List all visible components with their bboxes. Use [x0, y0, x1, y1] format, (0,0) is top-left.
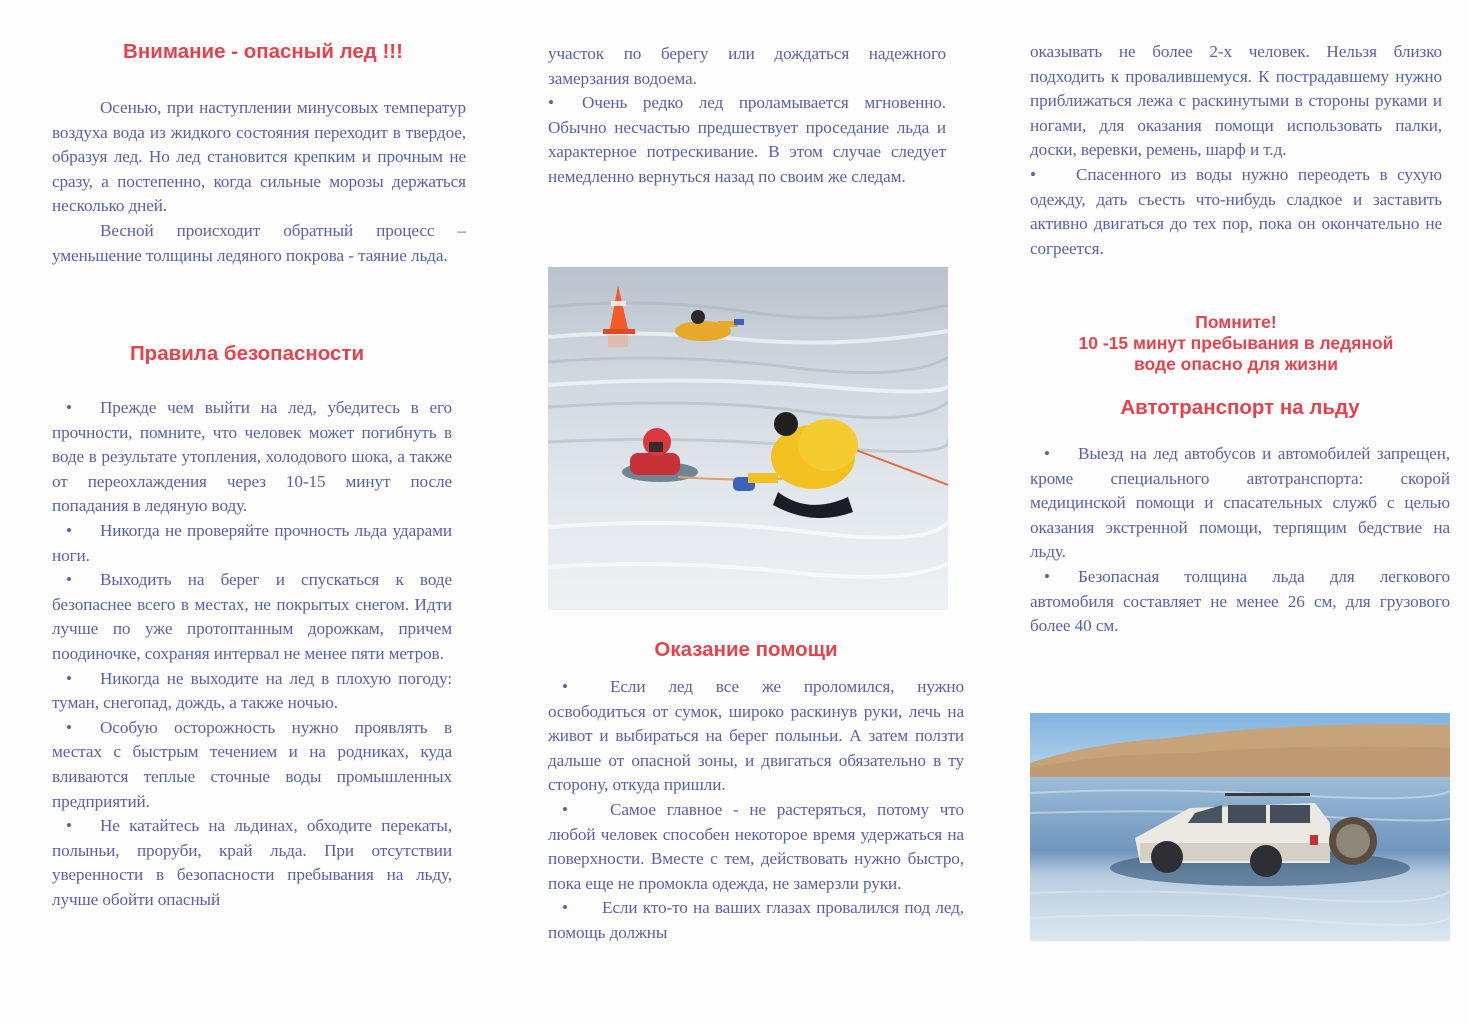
- list-item-text: Если кто-то на ваших глазах провалился под лед, помощь должны: [548, 898, 964, 942]
- vehicles-list: [1030, 442, 1450, 639]
- intro-text: [52, 96, 466, 268]
- bullet-icon: •: [66, 570, 72, 590]
- continuation-text: оказывать не более 2-х человек. Нельзя близко подходить к провалившемуся. К пострадавшему нужно приближаться лежа с раскинутыми в стороны руками и ногами, для оказания помощи использовать палки, доски, веревки, ремень, шарф и т.д.: [1030, 42, 1442, 160]
- list-item-text: Никогда не проверяйте прочность льда ударами ноги.: [52, 520, 452, 565]
- bullet-icon: •: [66, 398, 72, 417]
- bullet-icon: •: [562, 799, 568, 819]
- list-item: [52, 568, 452, 666]
- list-item-text: Выезд на лед автобусов и автомобилей запрещен, кроме специального автотранспорта: скорой медицинской помощи и спасательных служб с целью оказания экстренной помощи, терпящим бедствие на льду.: [1030, 444, 1450, 562]
- list-item-text: Не катайтесь на льдинах, обходите перекаты, полыньи, проруби, край льда. При отсутствии уверенности в безопасности пребывания на льду, лучше обойти опасный: [52, 816, 452, 909]
- list-item: [52, 814, 452, 912]
- list-item: [548, 896, 964, 945]
- title-first-aid: Оказание помощи: [654, 638, 838, 661]
- list-item: [548, 675, 964, 798]
- list-item-text: Выходить на берег и спускаться к воде безопаснее всего в местах, не покрытых снегом. Идти лучше по уже протоптанным дорожкам, причем поодиночке, сохраняя интервал не менее пяти метров.: [52, 570, 452, 663]
- car-on-ice-photo: [1030, 713, 1450, 941]
- bullet-icon: •: [548, 93, 554, 113]
- list-item-text: Самое главное - не растеряться, потому что любой человек способен некоторое время удержаться на поверхности. Вместе с тем, действовать нужно быстро, пока еще не промокла одежда, не замерзли руки.: [548, 799, 964, 893]
- remember-line: Помните!: [1195, 312, 1277, 332]
- car-on-ice-illustration: [1030, 713, 1450, 941]
- remember-line: воде опасно для жизни: [1133, 354, 1339, 374]
- list-item: [52, 396, 452, 519]
- list-item: [52, 716, 452, 814]
- list-item-text: Безопасная толщина льда для легкового автомобиля составляет не менее 26 см, для грузового более 40 см.: [1030, 566, 1450, 636]
- remember-line: 10 -15 минут пребывания в ледяной: [1078, 333, 1394, 353]
- title-safety-rules: Правила безопасности: [129, 342, 365, 365]
- list-item: [1030, 565, 1450, 639]
- rules-continued: [548, 42, 946, 190]
- bullet-icon: •: [562, 677, 568, 696]
- list-item: [1030, 163, 1442, 261]
- intro-paragraph: Весной происходит обратный процесс – уменьшение толщины ледяного покрова - таяние льда.: [52, 220, 466, 265]
- intro-paragraph: Осенью, при наступлении минусовых температур воздуха вода из жидкого состояния переходит в твердое, образуя лед. Но лед становится крепким и прочным не сразу, а постепенно, когда сильные морозы держаться несколько дней.: [52, 98, 466, 216]
- bullet-icon: •: [66, 816, 72, 836]
- title-vehicles-on-ice: Автотранспорт на льду: [1120, 396, 1360, 419]
- remember-notice: [1030, 312, 1442, 375]
- bullet-icon: •: [1030, 164, 1036, 184]
- first-aid-continued: [1030, 40, 1442, 261]
- list-item-text: Если лед все же проломился, нужно освободиться от сумок, широко раскинув руки, лечь на живот и выбираться на берег полыньи. А затем ползти дальше от опасной зоны, и двигаться обязательно в ту сторону, откуда пришли.: [548, 677, 964, 795]
- bullet-icon: •: [562, 898, 568, 918]
- list-item: [1030, 442, 1450, 565]
- continuation-text: участок по берегу или дождаться надежного замерзания водоема.: [548, 44, 946, 88]
- bullet-icon: •: [66, 520, 72, 540]
- safety-rules-list: [52, 396, 452, 912]
- list-item-text: Спасенного из воды нужно переодеть в сухую одежду, дать съесть что-нибудь сладкое и заставить активно двигаться до тех пор, пока он окончательно не согреется.: [1030, 164, 1442, 258]
- ice-rescue-illustration: [548, 267, 948, 610]
- list-item-text: Очень редко лед проламывается мгновенно. Обычно несчастью предшествует проседание льда и характерное потрескивание. В этом случае следует немедленно вернуться назад по своим же следам.: [548, 93, 946, 186]
- list-item: [548, 798, 964, 896]
- list-item-text: Никогда не выходите на лед в плохую погоду: туман, снегопад, дождь, а также ночью.: [52, 668, 452, 713]
- bullet-icon: •: [1044, 566, 1050, 586]
- ice-rescue-photo: [548, 267, 948, 610]
- list-item-text: Прежде чем выйти на лед, убедитесь в его прочности, помните, что человек может погибнуть в воде в результате утопления, холодового шока, а также от переохлаждения через 10-15 минут после попадания в ледяную воду.: [52, 398, 452, 516]
- bullet-icon: •: [66, 717, 72, 737]
- first-aid-list: [548, 675, 964, 946]
- list-item: [52, 667, 452, 716]
- bullet-icon: •: [66, 668, 72, 688]
- bullet-icon: •: [1044, 444, 1050, 463]
- title-dangerous-ice: Внимание - опасный лед !!!: [123, 40, 403, 63]
- list-item-text: Особую осторожность нужно проявлять в местах с быстрым течением и на родниках, куда вливаются теплые сточные воды промышленных предприятий.: [52, 717, 452, 811]
- list-item: [548, 91, 946, 189]
- list-item: [52, 519, 452, 568]
